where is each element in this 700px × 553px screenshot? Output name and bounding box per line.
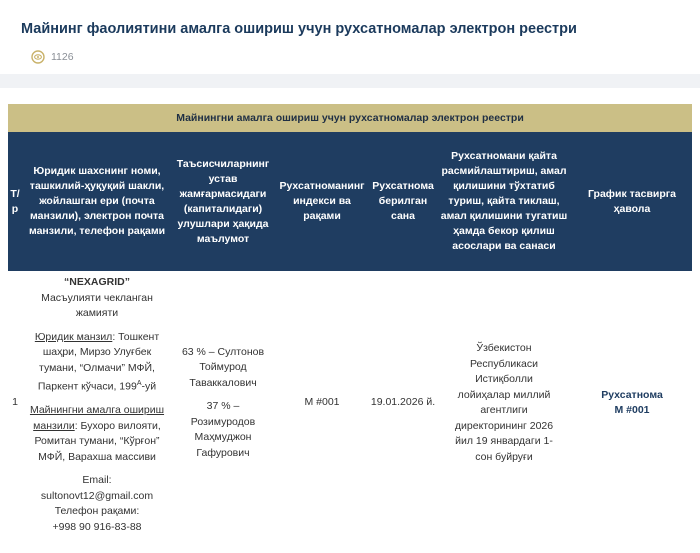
legal-address-suffix: -уй: [141, 380, 157, 393]
permit-status: Ўзбекистон Республикаси Истиқболли лойиҳалар миллий агентлиги директорининг 2026 йил 19 январдаги 1-сон буйруғи: [454, 342, 554, 463]
email-value: sultonovt12@gmail.com: [40, 489, 154, 502]
mining-address: : Бухоро вилояти, Ромитан тумани, “Кўрғон” МФЙ, Варахша массиви: [34, 419, 161, 463]
legal-address: : Тошкент шаҳри, Мирзо Улуғбек тумани, “Олмачи” МФЙ, Паркент кўчаси, 199: [37, 330, 160, 393]
column-header-entity: Юридик шахснинг номи, ташкилий-ҳуқуқий шакли, жойлашган ери (почта манзили), электрон почта манзили, телефон рақами: [22, 132, 172, 271]
mining-address-label: Майнингни амалга ошириш манзили: [29, 404, 165, 432]
phone-value: +998 90 916-83-88: [52, 520, 142, 533]
page-header: [0, 0, 700, 74]
founder-share: 63 % – Султонов Тоймурод Таваккалович: [181, 345, 265, 389]
table-caption: Майнингни амалга ошириш учун рухсатномалар электрон реестри: [8, 104, 692, 132]
row-number: 1: [12, 396, 18, 409]
column-header-status: Рухсатномани қайта расмийлаштириш, амал қилишини тўхтатиб туриш, қайта тиклаш, амал қилишини тугатиш ҳамда бекор қилиш асослари ва санаси: [436, 132, 572, 271]
permit-index: M #001: [304, 396, 340, 409]
legal-address-sup: А: [136, 380, 142, 387]
registry-table: [8, 104, 692, 535]
column-header-date: Рухсатнома берилган сана: [370, 132, 436, 271]
content-area: [0, 88, 700, 553]
column-header-num: Т/р: [8, 132, 22, 271]
column-header-index: Рухсатноманинг индекси ва рақами: [274, 132, 370, 271]
view-counter: [31, 50, 74, 64]
email-label: Email:: [82, 474, 112, 486]
company-info-cell: [22, 271, 172, 535]
view-count: 1126: [51, 51, 74, 63]
company-form: Масъулияти чекланган жамияти: [41, 291, 153, 319]
column-header-founders: Таъсисчиларнинг устав жамғармасидаги (капиталидаги) улушлари ҳақида маълумот: [172, 132, 274, 271]
permit-link-cell: [572, 271, 692, 535]
eye-icon: [31, 50, 45, 64]
legal-address-label: Юридик манзил: [34, 330, 113, 343]
company-name: “NEXAGRID”: [64, 276, 130, 288]
page-title: Майнинг фаолиятини амалга ошириш учун рухсатномалар электрон реестри: [21, 21, 577, 37]
table-row: [8, 271, 692, 535]
founders-cell: [172, 271, 274, 535]
phone-label: Телефон рақами:: [54, 505, 140, 517]
permit-link[interactable]: Рухсатнома M #001: [601, 388, 663, 416]
column-header-link: График тасвирга ҳавола: [572, 132, 692, 271]
founder-share: 37 % – Розимуродов Маҳмуджон Гафурович: [190, 400, 256, 459]
permit-date: 19.01.2026 й.: [370, 396, 436, 409]
